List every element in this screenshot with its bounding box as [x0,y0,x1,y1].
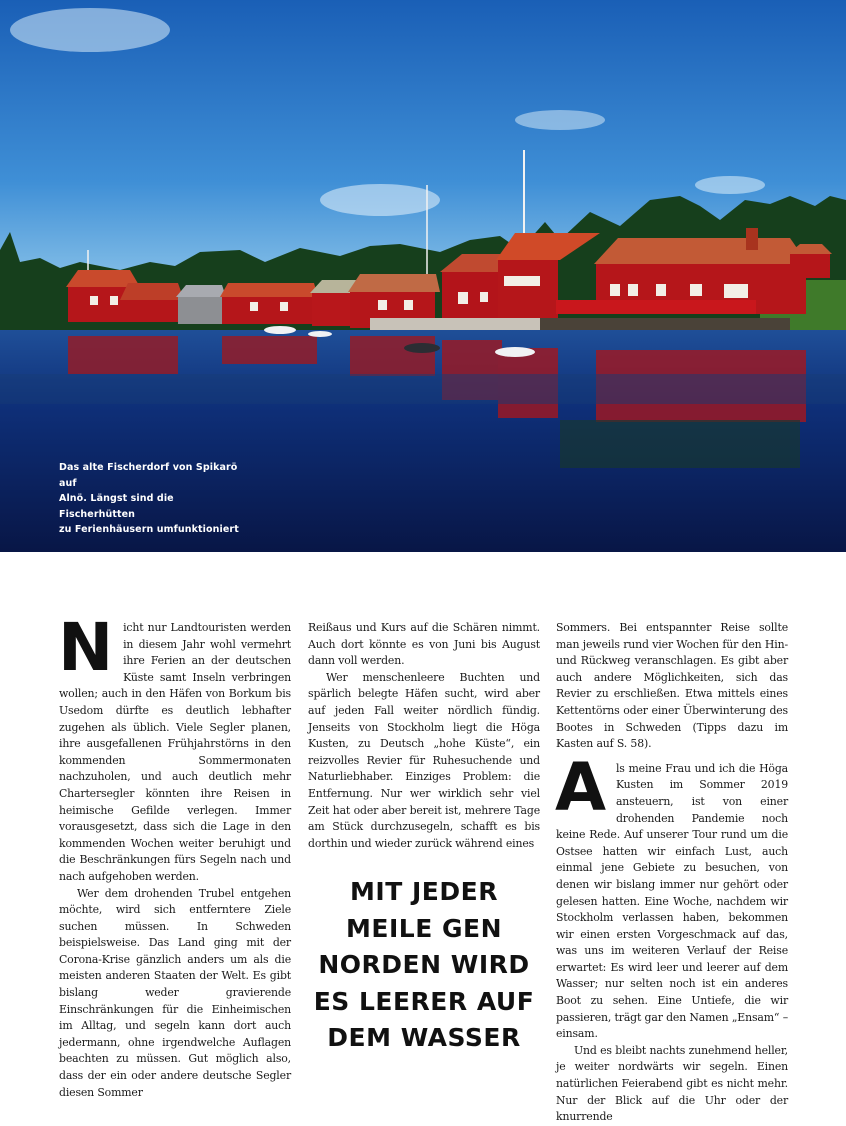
article-column-1 [58,609,291,1101]
header-photo [0,0,846,552]
pull-quote-line: MIT JEDER [350,877,498,906]
pull-quote-line: NORDEN WIRD [318,950,530,979]
paragraph: icht nur Landtouristen werden in diesem Jahr wohl vermehrt ihre Ferien an der deutschen Küste samt Inseln verbringen wollen; auch in den Häfen von Borkum bis Usedom dürfte es deutlich lebhafter zugehen als üblich. Viele Segler planen, ihre ausgefallenen Frühjahrstörns in den kommenden Sommermonaten nachzuholen, und auch deutlich mehr Chartersegler könnten ihre Reisen in heimische Gefilde verlegen. Immer vorausgesetzt, dass sich die Lage in den kommenden Wochen weiter beruhigt und die Beschränkungen fürs Segeln nach und nach aufgehoben werden. [59,621,291,883]
paragraph: Sommers. Bei entspannter Reise sollte man jeweils rund vier Wochen für den Hin- und Rückweg veranschlagen. Es gibt aber auch andere Möglichkeiten, sich das Revier zu erschließen. Etwa mittels eines Kettentörns oder einer Überwinterung des Bootes in Schweden (Tipps dazu im Kasten auf S. 58). [556,621,788,751]
pull-quote-line: ES LEERER AUF [313,986,535,1016]
dropcap: N [58,609,114,686]
pull-quote [308,874,540,1057]
pull-quote-line: MEILE GEN [346,913,502,943]
paragraph: Wer dem drohenden Trubel entgehen möchte, wird sich entferntere Ziele suchen müssen. In Schweden beispielsweise. Das Land ging mit der Corona-Krise gänzlich anders um als die meisten anderen Staaten der Welt. Es gibt bislang weder gravierende Einschränkungen für die Einheimischen im Alltag, und segeln kann dort auch jedermann, ohne irgendwelche Auflagen beachten zu müssen. Gut möglich also, dass der ein oder andere deutsche Segler diesen Sommer [59,886,291,1099]
paragraph: Reißaus und Kurs auf die Schären nimmt. Auch dort könnte es von Juni bis August dann voll werden. [308,621,540,668]
paragraph: Und es bleibt nachts zunehmend heller, je weiter nordwärts wir segeln. Einen natürlichen Feierabend gibt es nicht mehr. Nur der Blick auf die Uhr oder der knurrende [556,1043,788,1124]
paragraph: ls meine Frau und ich die Höga Kusten im Sommer 2019 ansteuern, ist von einer drohenden Pandemie noch keine Rede. Auf unserer Tour rund um die Ostsee hatten wir einfach Lust, auch einmal jene Gebiete zu besuchen, von denen wir bislang immer nur gehört oder gelesen hatten. Eine Woche, nachdem wir Stockholm verlassen haben, bekommen wir einen ersten Vorgeschmack auf das, was uns im weiteren Verlauf der Reise erwartet: Es wird leer und leerer auf dem Wasser; nur selten noch ist ein anderes Boot zu sehen. Eine Untiefe, die wir passieren, trägt gar den Namen „Ensam“ – einsam. [556,761,788,1041]
caption-line: zu Ferienhäusern umfunktioniert [59,524,239,535]
article-column-2 [308,620,540,852]
dropcap: A [555,748,606,826]
caption-line: Alnö. Längst sind die Fischerhütten [59,493,174,520]
pull-quote-line: DEM WASSER [327,1023,521,1052]
photo-caption [59,460,249,538]
caption-line: Das alte Fischerdorf von Spikarö auf [59,462,238,489]
paragraph: Wer menschenleere Buchten und spärlich belegte Häfen sucht, wird aber auf jeden Fall weiter nördlich fündig. Jenseits von Stockholm liegt die Höga Kusten, zu Deutsch „hohe Küste“, ein reizvolles Revier für Ruhesuchende und Naturliebhaber. Einziges Problem: die Entfernung. Nur wer wirklich sehr viel Zeit hat oder aber bereit ist, mehrere Tage am Stück durchzusegeln, schafft es bis dorthin und wieder zurück während eines [308,670,540,850]
article-column-3 [556,620,788,1126]
